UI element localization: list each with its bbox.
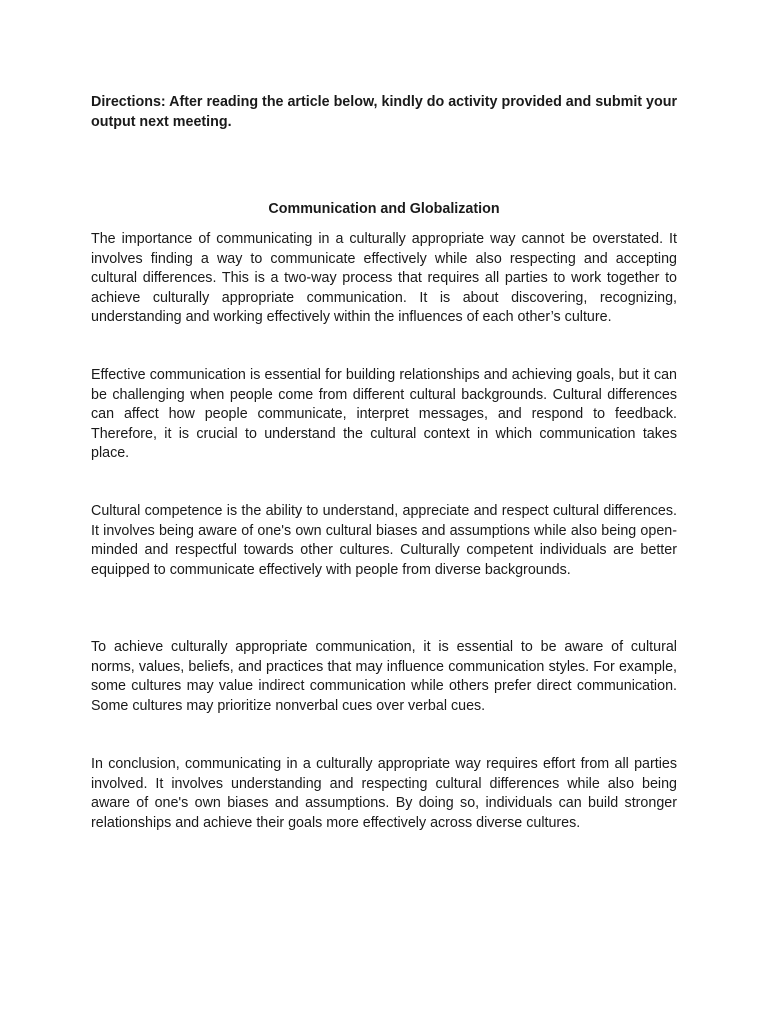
- article-title: Communication and Globalization: [268, 201, 500, 217]
- article-paragraph-4: To achieve culturally appropriate communication, it is essential to be aware of cultural norms, values, beliefs, and practices that may influence communication styles. For example, some cultures may value indirect communication while others prefer direct communication. Some cultures may prioritize nonverbal cues over verbal cues.: [91, 639, 677, 714]
- article-paragraph-5: In conclusion, communicating in a culturally appropriate way requires effort from all parties involved. It involves understanding and respecting cultural differences while also being aware of one's own biases and assumptions. By doing so, individuals can build stronger relationships and achieve their goals more effectively across diverse cultures.: [91, 756, 677, 831]
- directions-text: Directions: After reading the article below, kindly do activity provided and submit your output next meeting.: [91, 94, 678, 130]
- article-paragraph-1: The importance of communicating in a culturally appropriate way cannot be overstated. It involves finding a way to communicate effectively while also respecting and accepting cultural differences. This is a two-way process that requires all parties to work together to achieve culturally appropriate communication. It is about discovering, recognizing, understanding and working effectively within the influences of each other’s culture.: [91, 231, 677, 325]
- article-paragraph-2: Effective communication is essential for building relationships and achieving goals, but it can be challenging when people come from different cultural backgrounds. Cultural differences can affect how people communicate, interpret messages, and respond to feedback. Therefore, it is crucial to understand the cultural context in which communication takes place.: [91, 367, 677, 461]
- article-paragraph-3: Cultural competence is the ability to understand, appreciate and respect cultural differences. It involves being aware of one's own cultural biases and assumptions while also being open-minded and respectful towards other cultures. Culturally competent individuals are better equipped to communicate effectively with people from diverse backgrounds.: [91, 503, 677, 578]
- document-page: [91, 93, 678, 831]
